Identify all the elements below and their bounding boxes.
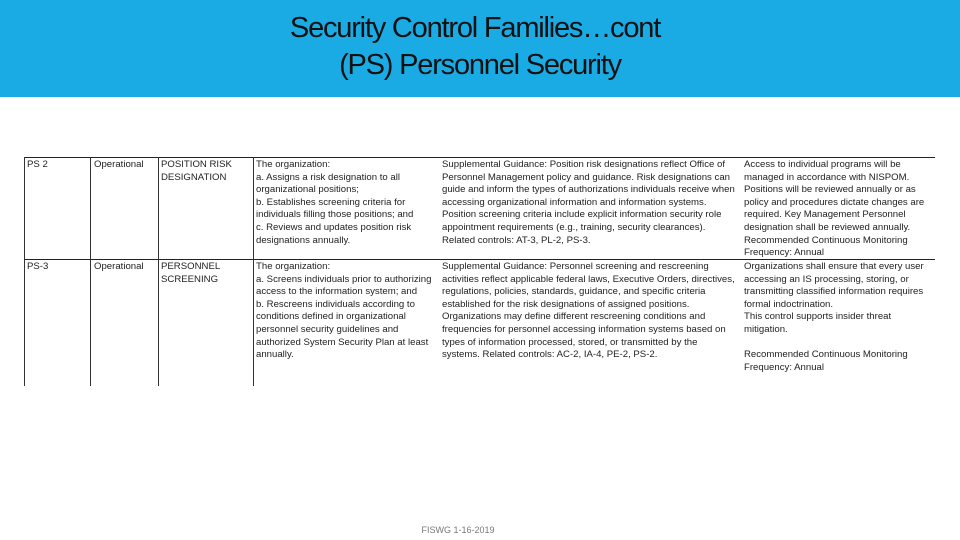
table-cell-notes: [744, 159, 924, 260]
cell-text-line: accessing organizational information and information systems.: [442, 196, 707, 208]
cell-text-line: regulations, policies, standards, guidance, and specific criteria: [442, 286, 706, 298]
cell-text-line: Supplemental Guidance: Personnel screening and rescreening: [442, 261, 709, 272]
cell-text-line: The organization:: [256, 261, 331, 272]
table-cell-type: [94, 261, 144, 274]
cell-text-line: SCREENING: [161, 273, 219, 285]
cell-text-line: managed in accordance with NISPOM.: [744, 171, 910, 183]
cell-text-line: organizational positions;: [256, 184, 359, 196]
cell-text-line: transmitting classified information requires: [744, 286, 924, 298]
table-cell-id: [27, 159, 48, 172]
cell-text-line: Personnel Management policy and guidance. Risk designations can: [442, 171, 730, 183]
cell-text-line: PS 2: [27, 159, 48, 170]
footer-text: FISWG 1-16-2019: [421, 525, 495, 535]
cell-text-line: activities reflect applicable federal laws, Executive Orders, directives,: [442, 273, 735, 285]
table-cell-id: [27, 261, 48, 274]
table-cell-guidance: [442, 261, 735, 362]
cell-text-line: types of information processed, stored, or transmitted by the: [442, 336, 698, 348]
table-cell-name: [161, 261, 220, 286]
table-cell-control: [256, 159, 413, 247]
cell-text-line: formal indoctrination.: [744, 298, 834, 310]
cell-text-line: individuals filling those positions; and: [256, 209, 414, 221]
table-top-border: [24, 157, 935, 158]
cell-text-line: appointment requirements (e.g., training, security clearances).: [442, 221, 706, 233]
cell-text-line: c. Reviews and updates position risk: [256, 221, 412, 233]
cell-text-line: The organization:: [256, 159, 331, 170]
cell-text-line: Organizations shall ensure that every user: [744, 261, 924, 272]
cell-text-line: a. Screens individuals prior to authorizing: [256, 273, 432, 285]
table-cell-guidance: [442, 159, 735, 247]
table-cell-control: [256, 261, 431, 362]
cell-text-line: POSITION RISK: [161, 159, 232, 170]
cell-text-line: Recommended Continuous Monitoring: [744, 349, 908, 361]
slide-title: Security Control Families…cont: [289, 12, 661, 44]
cell-text-line: This control supports insider threat: [744, 311, 892, 323]
cell-text-line: established for the risk designations of assigned positions.: [442, 298, 690, 310]
cell-text-line: frequencies for personnel accessing information systems based on: [442, 323, 726, 335]
cell-text-line: b. Rescreens individuals according to: [256, 298, 415, 310]
cell-text-line: Operational: [94, 159, 144, 170]
cell-text-line: access to the information system; and: [256, 286, 418, 298]
cell-text-line: b. Establishes screening criteria for: [256, 196, 406, 208]
cell-text-line: authorized System Security Plan at least: [256, 336, 429, 348]
cell-text-line: Position screening criteria include explicit information security role: [442, 209, 722, 221]
cell-text-line: systems. Related controls: AC-2, IA-4, PE-2, PS-2.: [442, 349, 658, 361]
cell-text-line: personnel security guidelines and: [256, 323, 399, 335]
cell-text-line: Frequency: Annual: [744, 361, 825, 373]
cell-text-line: Related controls: AT-3, PL-2, PS-3.: [442, 234, 591, 246]
cell-text-line: conditions defined in organizational: [256, 311, 406, 323]
cell-text-line: Positions will be reviewed annually or as: [744, 184, 916, 196]
title-banner: [0, 0, 960, 97]
column-divider: [158, 157, 159, 386]
cell-text-line: a. Assigns a risk designation to all: [256, 171, 400, 183]
cell-text-line: [744, 337, 924, 350]
column-divider: [90, 157, 91, 386]
table-cell-notes: [744, 261, 924, 374]
cell-text-line: PS-3: [27, 261, 49, 272]
cell-text-line: PERSONNEL: [161, 261, 221, 272]
cell-text-line: Recommended Continuous Monitoring: [744, 234, 908, 246]
cell-text-line: guide and inform the types of authorizations individuals receive when: [442, 184, 735, 196]
table-cell-type: [94, 159, 144, 172]
cell-text-line: required. Key Management Personnel: [744, 209, 906, 221]
cell-text-line: Organizations may define different rescreening conditions and: [442, 311, 706, 323]
cell-text-line: Operational: [94, 261, 144, 272]
column-divider: [253, 157, 254, 386]
cell-text-line: Supplemental Guidance: Position risk designations reflect Office of: [442, 159, 725, 170]
cell-text-line: Frequency: Annual: [744, 247, 825, 259]
slide-subtitle: (PS) Personnel Security: [339, 49, 621, 81]
table-cell-name: [161, 159, 232, 184]
cell-text-line: accessing an IS processing, storing, or: [744, 273, 909, 285]
security-controls-table: [24, 157, 935, 386]
cell-text-line: mitigation.: [744, 323, 788, 335]
column-divider: [24, 157, 25, 386]
cell-text-line: policy and procedures dictate changes are: [744, 196, 925, 208]
cell-text-line: annually.: [256, 349, 294, 361]
cell-text-line: designations annually.: [256, 234, 351, 246]
cell-text-line: Access to individual programs will be: [744, 159, 901, 170]
cell-text-line: designation shall be reviewed annually.: [744, 221, 911, 233]
cell-text-line: DESIGNATION: [161, 171, 227, 183]
